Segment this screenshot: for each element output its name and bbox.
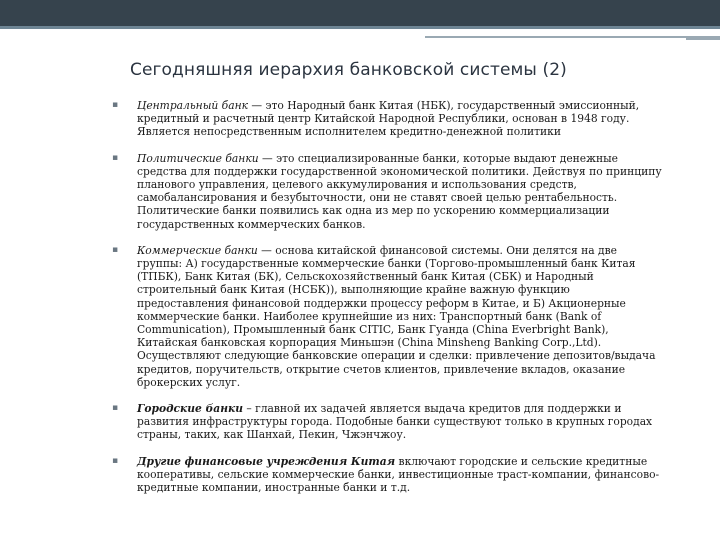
item-term: Центральный банк <box>137 99 248 112</box>
bullet-icon: ▪ <box>112 244 119 255</box>
item-term: Городские банки <box>137 402 244 416</box>
list-item-commercial-banks <box>110 244 662 389</box>
side-rule <box>686 36 720 40</box>
bullet-icon: ▪ <box>112 152 119 163</box>
item-term: Коммерческие банки <box>137 243 258 257</box>
title-rule <box>425 36 686 38</box>
list-item-other-institutions <box>110 455 662 495</box>
item-term: Политические банки <box>137 151 259 165</box>
item-text: – главной их задачей является выдача кредитов для поддержки и развития инфраструктуры города. Подобные банки существуют только в крупных городах страны, таких, как Шанхай, Пекин, Чжэнчжоу. <box>137 402 653 442</box>
item-text: — это специализированные банки, которые выдают денежные средства для поддержки государственной экономической политики. Действуя по принципу планового управления, целевого аккумулирования и использования средств, самобалансирования и безубыточности, они не ставят своей целью рентабельность. Политические банки появились как одна из мер по ускорению коммерциализации государственных коммерческих банков. <box>137 151 662 231</box>
list-item-central-bank <box>110 99 662 139</box>
bullet-icon: ▪ <box>112 100 119 110</box>
item-text: — основа китайской финансовой системы. Они делятся на две группы: А) государственные коммерческие банки (Торгово-промышленный банк Китая (ТПБК), Банк Китая (БК), Сельскохозяйственный банк Китая (СБК) и Народный строительный банк Китая (НСБК)), выполняющие крайне важную функцию предоставления финансовой поддержки процессу реформ в Китае, и Б) Акционерные коммерческие банки. Наиболее крупнейшие из них: Транспортный банк (Bank of Communication), Промышленный банк CITIC, Банк Гуанда (China Everbright Bank), Китайская банковская корпорация Миньшэн (China Minsheng Banking Corp.,Ltd). Осуществляют следующие банковские операции и сделки: привлечение депозитов/выдача кредитов, поручительств, открытие счетов клиентов, привлечение вкладов, оказание брокерских услуг. <box>137 243 656 389</box>
header-accent-stripe <box>0 26 720 29</box>
list-item-city-banks <box>110 402 662 442</box>
item-text: включают городские и сельские кредитные кооперативы, сельские коммерческие банки, инвестиционные траст-компании, финансово-кредитные компании, иностранные банки и т.д. <box>137 454 660 495</box>
bullet-list <box>110 99 662 507</box>
slide-title: Сегодняшняя иерархия банковской системы (2) <box>130 60 567 80</box>
item-term: Другие финансовые учреждения Китая <box>137 454 396 468</box>
header-bar <box>0 0 720 26</box>
bullet-icon: ▪ <box>112 403 119 414</box>
list-item-policy-banks <box>110 152 662 231</box>
bullet-icon: ▪ <box>112 455 119 466</box>
item-text: — это Народный банк Китая (НБК), государственный эмиссионный, кредитный и расчетный центр Китайской Народной Республики, основан в 1948 году. Является непосредственным исполнителем кредитно-денежной политики <box>137 99 640 139</box>
